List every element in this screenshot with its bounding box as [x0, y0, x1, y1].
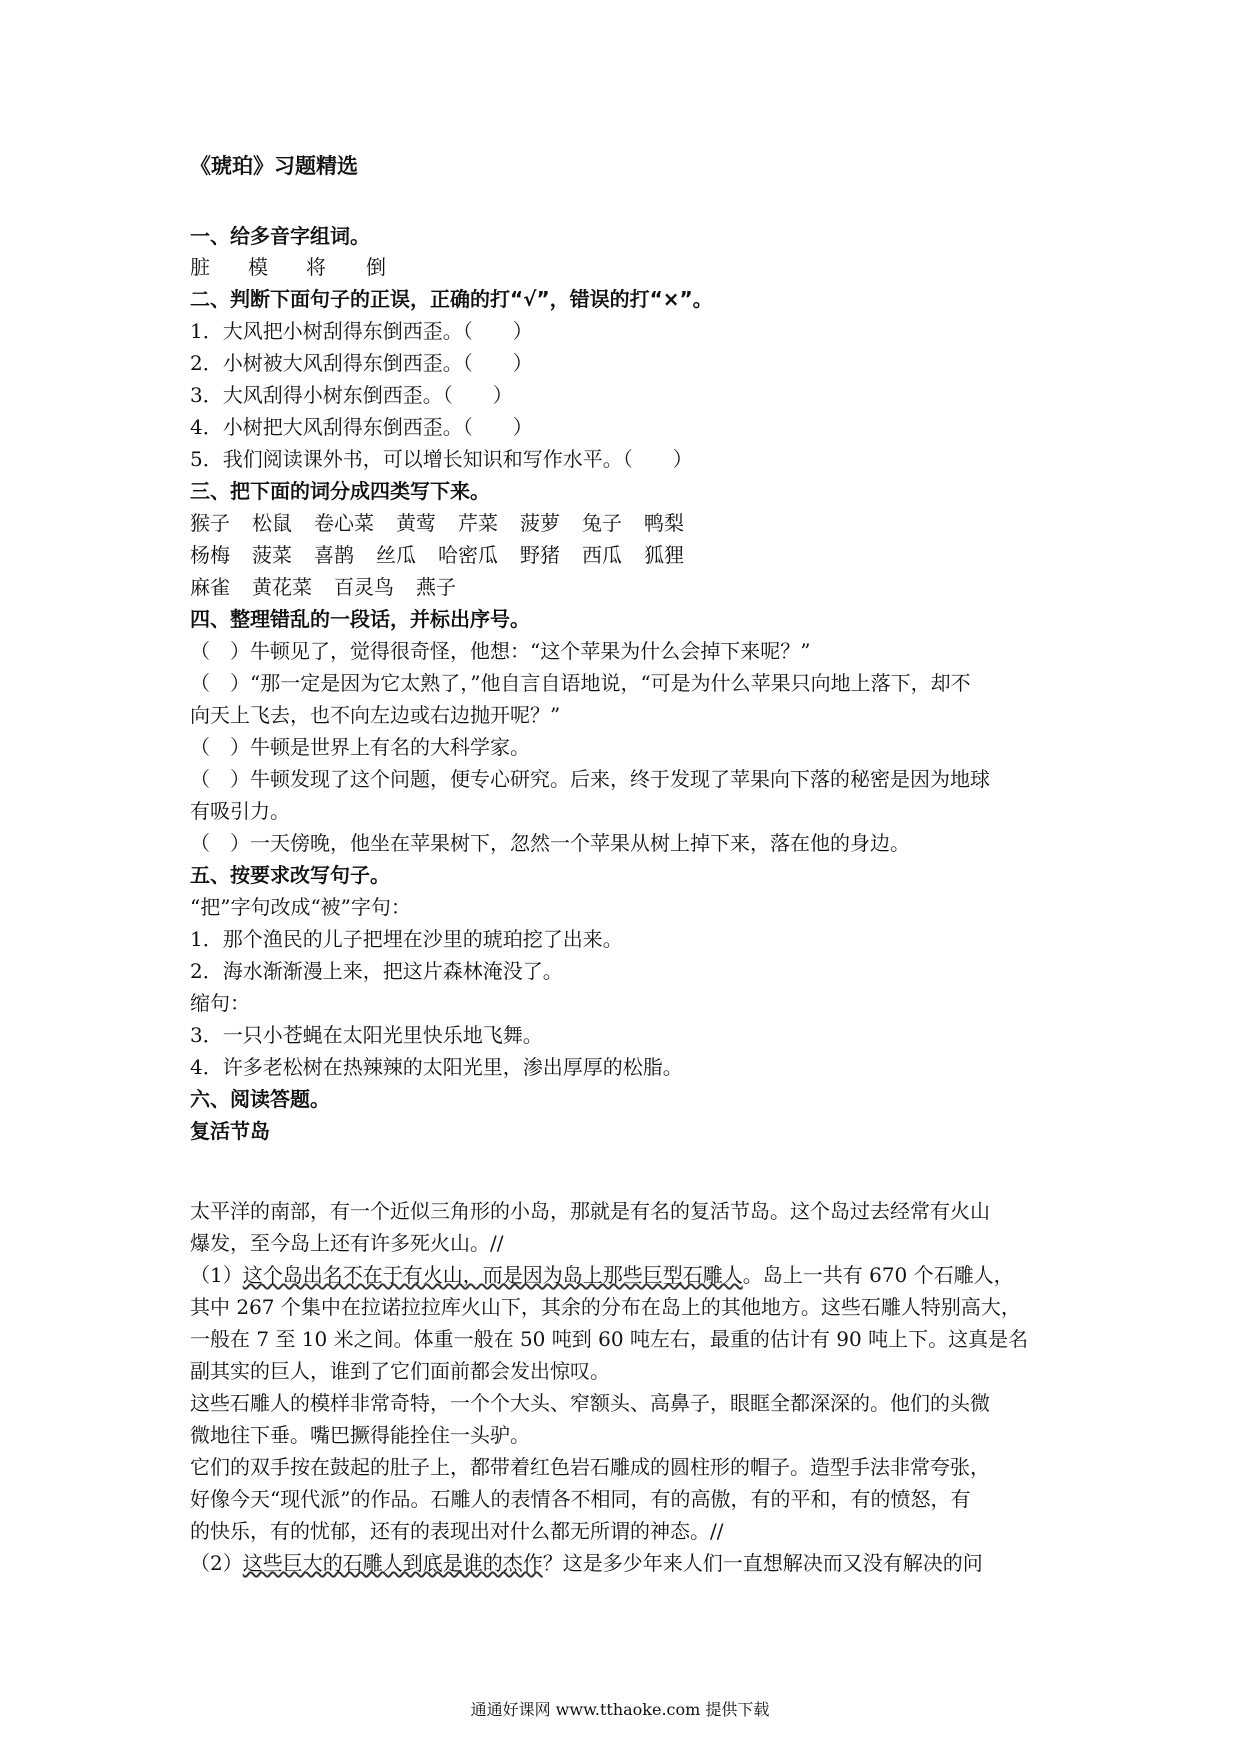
word: 鸭梨: [644, 511, 684, 535]
word: 黄花菜: [252, 575, 312, 599]
word: 燕子: [416, 575, 456, 599]
rewrite-subheading: 缩句：: [190, 991, 250, 1015]
word: 猴子: [190, 511, 230, 535]
page-footer: 通通好课网 www.tthaoke.com 提供下载: [470, 1700, 770, 1719]
underlined-sentence: 这些巨大的石雕人到底是谁的杰作: [242, 1551, 543, 1575]
article-line: 微地往下垂。嘴巴撅得能拴住一头驴。: [190, 1423, 530, 1447]
article-line: 的快乐，有的忧郁，还有的表现出对什么都无所谓的神态。//: [190, 1519, 724, 1543]
char: 倒: [366, 255, 386, 279]
article-line: 好像今天“现代派”的作品。石雕人的表情各不相同，有的高傲，有的平和，有的愤怒，有: [190, 1487, 971, 1511]
article-line: 一般在 7 至 10 米之间。体重一般在 50 吨到 60 吨左右，最重的估计有 90 吨上下。这真是名: [190, 1327, 1029, 1351]
char: 模: [248, 255, 268, 279]
rewrite-item: 3．一只小苍蝇在太阳光里快乐地飞舞。: [190, 1023, 543, 1047]
article-line: 这些石雕人的模样非常奇特，一个个大头、窄额头、高鼻子，眼眶全都深深的。他们的头微: [190, 1391, 990, 1415]
word-row: [190, 507, 706, 539]
word: 丝瓜: [376, 543, 416, 567]
word-row: [190, 539, 706, 571]
order-item: （ ）“那一定是因为它太熟了，”他自言自语地说，“可是为什么苹果只向地上落下，却不: [190, 671, 971, 695]
section-3-heading: 三、把下面的词分成四类写下来。: [190, 479, 490, 503]
char: 脏: [190, 255, 210, 279]
article-line: 副其实的巨人，谁到了它们面前都会发出惊叹。: [190, 1359, 610, 1383]
polyphone-chars: [190, 251, 386, 283]
word: 麻雀: [190, 575, 230, 599]
word: 百灵鸟: [334, 575, 394, 599]
rewrite-subheading: “把”字句改成“被”字句：: [190, 895, 411, 919]
word: 兔子: [582, 511, 622, 535]
judge-item: 1．大风把小树刮得东倒西歪。（ ）: [190, 319, 533, 343]
section-6-heading: 六、阅读答题。: [190, 1087, 330, 1111]
article-line: 爆发，至今岛上还有许多死火山。//: [190, 1231, 504, 1255]
word: 喜鹊: [314, 543, 354, 567]
order-item: （ ）牛顿发现了这个问题，便专心研究。后来，终于发现了苹果向下落的秘密是因为地球: [190, 767, 990, 791]
page-title: 《琥珀》习题精选: [190, 154, 358, 178]
judge-item: 5．我们阅读课外书，可以增长知识和写作水平。（ ）: [190, 447, 693, 471]
article-line: [190, 1259, 1014, 1291]
order-item-cont: 有吸引力。: [190, 799, 290, 823]
rewrite-item: 2．海水渐渐漫上来，把这片森林淹没了。: [190, 959, 563, 983]
order-item: （ ）牛顿见了，觉得很奇怪，他想：“这个苹果为什么会掉下来呢？”: [190, 639, 811, 663]
word: 卷心菜: [314, 511, 374, 535]
article-title: 复活节岛: [190, 1119, 270, 1143]
sentence-rest: 。岛上一共有 670 个石雕人，: [742, 1263, 1014, 1287]
word: 松鼠: [252, 511, 292, 535]
word-row: [190, 571, 478, 603]
judge-item: 2．小树被大风刮得东倒西歪。（ ）: [190, 351, 533, 375]
section-1-heading: 一、给多音字组词。: [190, 224, 370, 248]
section-5-heading: 五、按要求改写句子。: [190, 863, 390, 887]
rewrite-item: 4．许多老松树在热辣辣的太阳光里，渗出厚厚的松脂。: [190, 1055, 683, 1079]
judge-item: 3．大风刮得小树东倒西歪。（ ）: [190, 383, 513, 407]
section-2-heading: 二、判断下面句子的正误，正确的打“√”，错误的打“×”。: [190, 287, 713, 311]
section-4-heading: 四、整理错乱的一段话，并标出序号。: [190, 607, 530, 631]
word: 野猪: [520, 543, 560, 567]
question-marker: （1）: [190, 1263, 243, 1287]
rewrite-item: 1．那个渔民的儿子把埋在沙里的琥珀挖了出来。: [190, 927, 623, 951]
word: 菠萝: [520, 511, 560, 535]
article-line: 太平洋的南部，有一个近似三角形的小岛，那就是有名的复活节岛。这个岛过去经常有火山: [190, 1199, 990, 1223]
word: 西瓜: [582, 543, 622, 567]
judge-item: 4．小树把大风刮得东倒西歪。（ ）: [190, 415, 533, 439]
sentence-rest: ？这是多少年来人们一直想解决而又没有解决的问: [542, 1551, 983, 1575]
word: 哈密瓜: [438, 543, 498, 567]
word: 狐狸: [644, 543, 684, 567]
char: 将: [306, 255, 326, 279]
article-line: 其中 267 个集中在拉诺拉拉库火山下，其余的分布在岛上的其他地方。这些石雕人特别高大，: [190, 1295, 1021, 1319]
word: 菠菜: [252, 543, 292, 567]
word: 芹菜: [458, 511, 498, 535]
word: 黄莺: [396, 511, 436, 535]
order-item-cont: 向天上飞去，也不向左边或右边抛开呢？”: [190, 703, 561, 727]
article-line: 它们的双手按在鼓起的肚子上，都带着红色岩石雕成的圆柱形的帽子。造型手法非常夸张，: [190, 1455, 990, 1479]
order-item: （ ）一天傍晚，他坐在苹果树下，忽然一个苹果从树上掉下来，落在他的身边。: [190, 831, 910, 855]
question-marker: （2）: [190, 1551, 243, 1575]
order-item: （ ）牛顿是世界上有名的大科学家。: [190, 735, 530, 759]
article-line: [190, 1547, 983, 1579]
word: 杨梅: [190, 543, 230, 567]
underlined-sentence: 这个岛出名不在于有火山，而是因为岛上那些巨型石雕人: [242, 1263, 743, 1287]
